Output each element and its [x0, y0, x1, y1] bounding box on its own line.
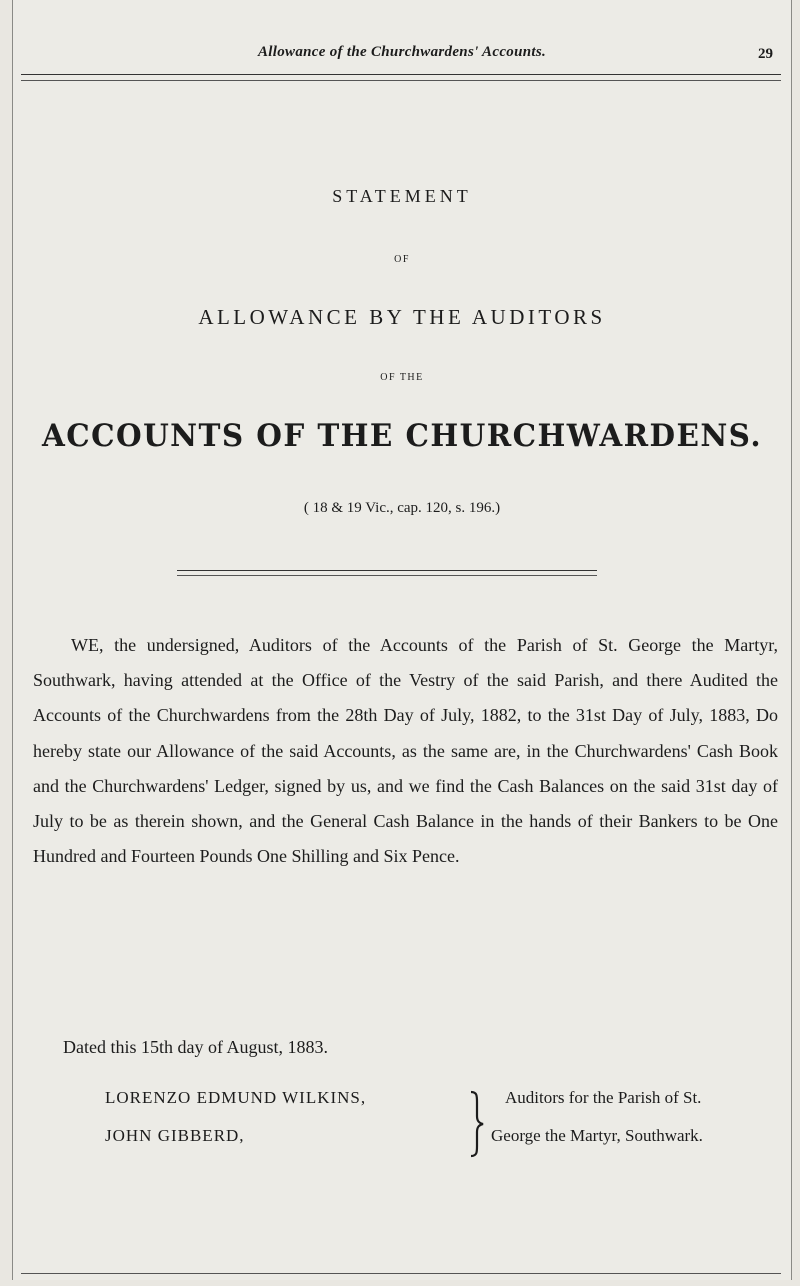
act-reference: ( 18 & 19 Vic., cap. 120, s. 196.): [303, 500, 501, 516]
auditor-role-line-1: Auditors for the Parish of St.: [505, 1088, 702, 1107]
heading-allowance: ALLOWANCE BY THE AUDITORS: [198, 305, 606, 329]
bottom-rule: [21, 1273, 781, 1274]
document-page: [12, 0, 792, 1280]
statement-paragraph: WE, the undersigned, Auditors of the Accounts of the Parish of St. George the Martyr, Southwark, having attended at the Office of the Vestry of the said Parish, and there Audited the Accounts of the Churchwardens from the 28th Day of July, 1882, to the 31st Day of July, 1883, Do hereby state our Allowance of the said Accounts, as the same are, in the Churchwardens' Cash Book and the Churchwardens' Ledger, signed by us, and we find the Cash Balances on the said 31st day of July to be as therein shown, and the General Cash Balance in the hands of their Bankers to be One Hundred and Fourteen Pounds One Shilling and Six Pence.: [33, 635, 778, 867]
header-rule-secondary: [21, 80, 781, 81]
heading-accounts: ACCOUNTS OF THE CHURCHWARDENS.: [41, 418, 763, 454]
curly-brace-icon: [465, 1088, 489, 1160]
auditor-name-2: JOHN GIBBERD,: [105, 1126, 245, 1145]
dated-line: Dated this 15th day of August, 1883.: [63, 1037, 328, 1057]
auditor-role-line-2: George the Martyr, Southwark.: [491, 1126, 703, 1145]
header-rule: [21, 74, 781, 75]
auditor-name-1: LORENZO EDMUND WILKINS,: [105, 1088, 367, 1107]
heading-of: OF: [394, 254, 410, 265]
page-number: 29: [758, 46, 773, 62]
running-title: Allowance of the Churchwardens' Accounts.: [257, 44, 547, 60]
section-divider-secondary: [177, 575, 597, 576]
section-divider: [177, 570, 597, 571]
heading-statement: STATEMENT: [332, 186, 472, 206]
heading-of-the: OF THE: [380, 372, 424, 383]
